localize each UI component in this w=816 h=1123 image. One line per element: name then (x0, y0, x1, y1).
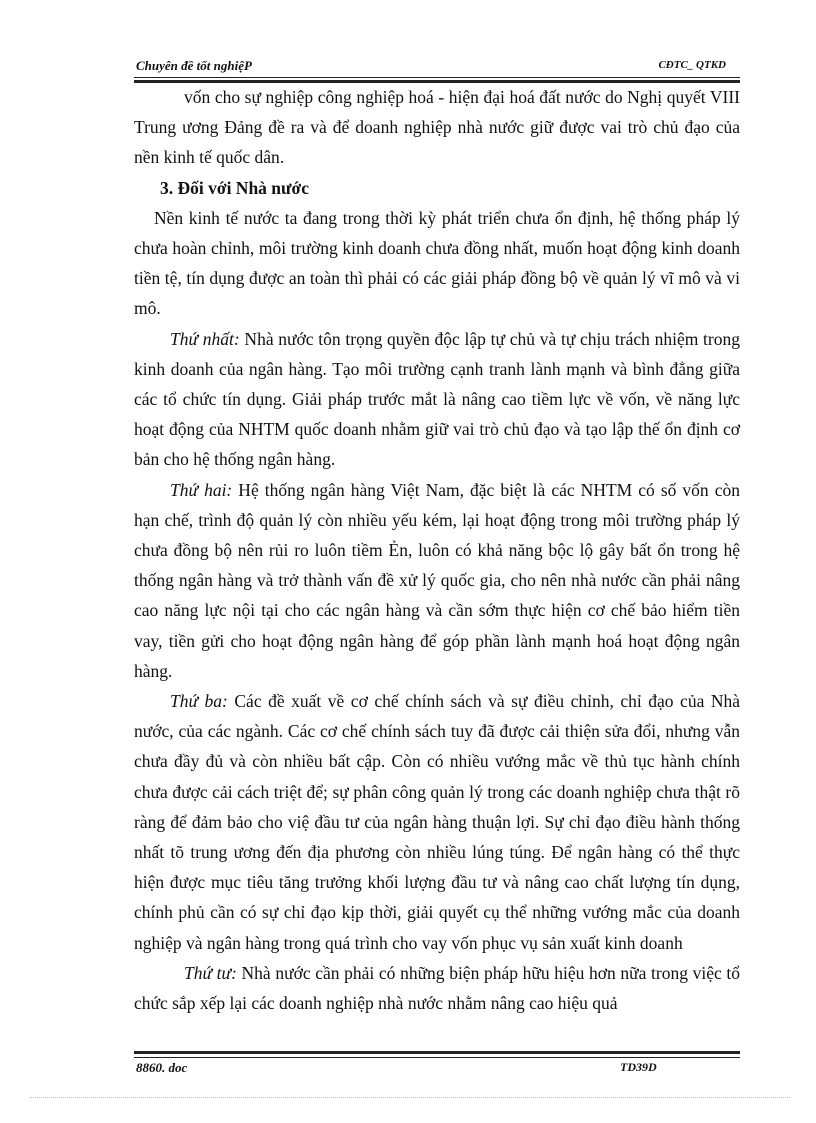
footer-left-text: 8860. doc (136, 1060, 188, 1075)
paragraph-first-text: Nhà nước tôn trọng quyền độc lập tự chủ và tự chịu trách nhiệm trong kinh doanh của ngân hàng. Tạo môi trường cạnh tranh lành mạnh và bình đẳng giữa các tổ chức tín dụng. Giải pháp trước mắt là nâng cao tiềm lực về vốn, về năng lực hoạt động của NHTM quốc doanh nhằm giữ vai trò chủ đạo và tạo lập thế ổn định cơ bản cho hệ thống ngân hàng. (134, 328, 740, 470)
paragraph-fourth-text: Nhà nước cần phải có những biện pháp hữu hiệu hơn nữa trong việc tổ chức sắp xếp lại các doanh nghiệp nhà nước nhằm nâng cao hiệu quả (134, 962, 741, 1014)
paragraph-intro: Nền kinh tế nước ta đang trong thời kỳ phát triển chưa ổn định, hệ thống pháp lý chưa hoàn chỉnh, môi trường kinh doanh chưa đồng nhất, muốn hoạt động kinh doanh tiền tệ, tín dụng được an toàn thì phải có các giải pháp đồng bộ về quản lý vĩ mô và vi mô. (134, 207, 740, 319)
paragraph-fourth-lead: Thứ tư: (184, 962, 237, 983)
paragraph-third (134, 686, 740, 958)
paragraph-first (134, 324, 740, 475)
paragraph-third-text: Các đề xuất về cơ chế chính sách và sự điều chỉnh, chỉ đạo của Nhà nước, của các ngành. Các cơ chế chính sách tuy đã được cải thiện sửa đổi, nhưng vẫn chưa đầy đủ và còn nhiều bất cập. Còn có nhiều vướng mắc về thủ tục hành chính chưa được cải cách triệt để; sự phân công quản lý trong các doanh nghiệp chưa thật rõ ràng để đảm bảo cho việ đầu tư của ngân hàng thuận lợi. Sự chỉ đạo điều hành thống nhất tõ trung ương đến địa phương còn nhiều lúng túng. Để ngân hàng có thể thực hiện được mục tiêu tăng trưởng khối lượng đầu tư và nâng cao chất lượng tín dụng, chính phủ cần có sự chỉ đạo kịp thời, giải quyết cụ thể những vướng mắc của doanh nghiệp và ngân hàng trong quá trình cho vay vốn phục vụ sản xuất kinh doanh (134, 691, 741, 953)
paragraph-second-lead: Thứ hai: (170, 479, 233, 500)
paragraph-second-text: Hệ thống ngân hàng Việt Nam, đặc biệt là các NHTM có số vốn còn hạn chế, trình độ quản lý còn nhiều yếu kém, lại hoạt động trong môi trường pháp lý chưa đồng bộ nên rủi ro luôn tiềm Ẻn, luôn có khả năng bộc lộ gây bất ổn trong hệ thống ngân hàng và trở thành vấn đề xử lý quốc gia, cho nên nhà nước cần phải nâng cao năng lực nội tại cho các ngân hàng và cần sớm thực hiện cơ chế bảo hiểm tiền vay, tiền gửi cho hoạt động ngân hàng để góp phần lành mạnh hoá hoạt động ngân hàng. (134, 479, 740, 681)
paragraph-continuation: vốn cho sự nghiệp công nghiệp hoá - hiện đại hoá đất nước do Nghị quyết VIII Trung ương Đảng đề ra và để doanh nghiệp nhà nước giữ được vai trò chủ đạo của nền kinh tế quốc dân. (134, 87, 740, 168)
page-header (134, 58, 740, 76)
footer-right-text: TD39D (620, 1060, 657, 1074)
header-right-text: CĐTC_ QTKD (658, 59, 726, 71)
footer-rule-thin (134, 1057, 740, 1058)
footer-rule-thick (134, 1051, 740, 1054)
header-left-text: Chuyên đề tốt nghiệP (136, 58, 252, 73)
paragraph-first-lead: Thứ nhất: (170, 328, 240, 349)
section-heading: 3. Đối với Nhà nước (160, 177, 309, 198)
paragraph-second (134, 475, 740, 686)
paragraph-fourth (134, 958, 740, 1018)
page-bottom-dotted-line (30, 1097, 790, 1098)
page-footer (134, 1060, 740, 1078)
page-body (134, 82, 740, 1018)
paragraph-third-lead: Thứ ba: (170, 691, 228, 712)
header-rule-thin (134, 77, 740, 78)
